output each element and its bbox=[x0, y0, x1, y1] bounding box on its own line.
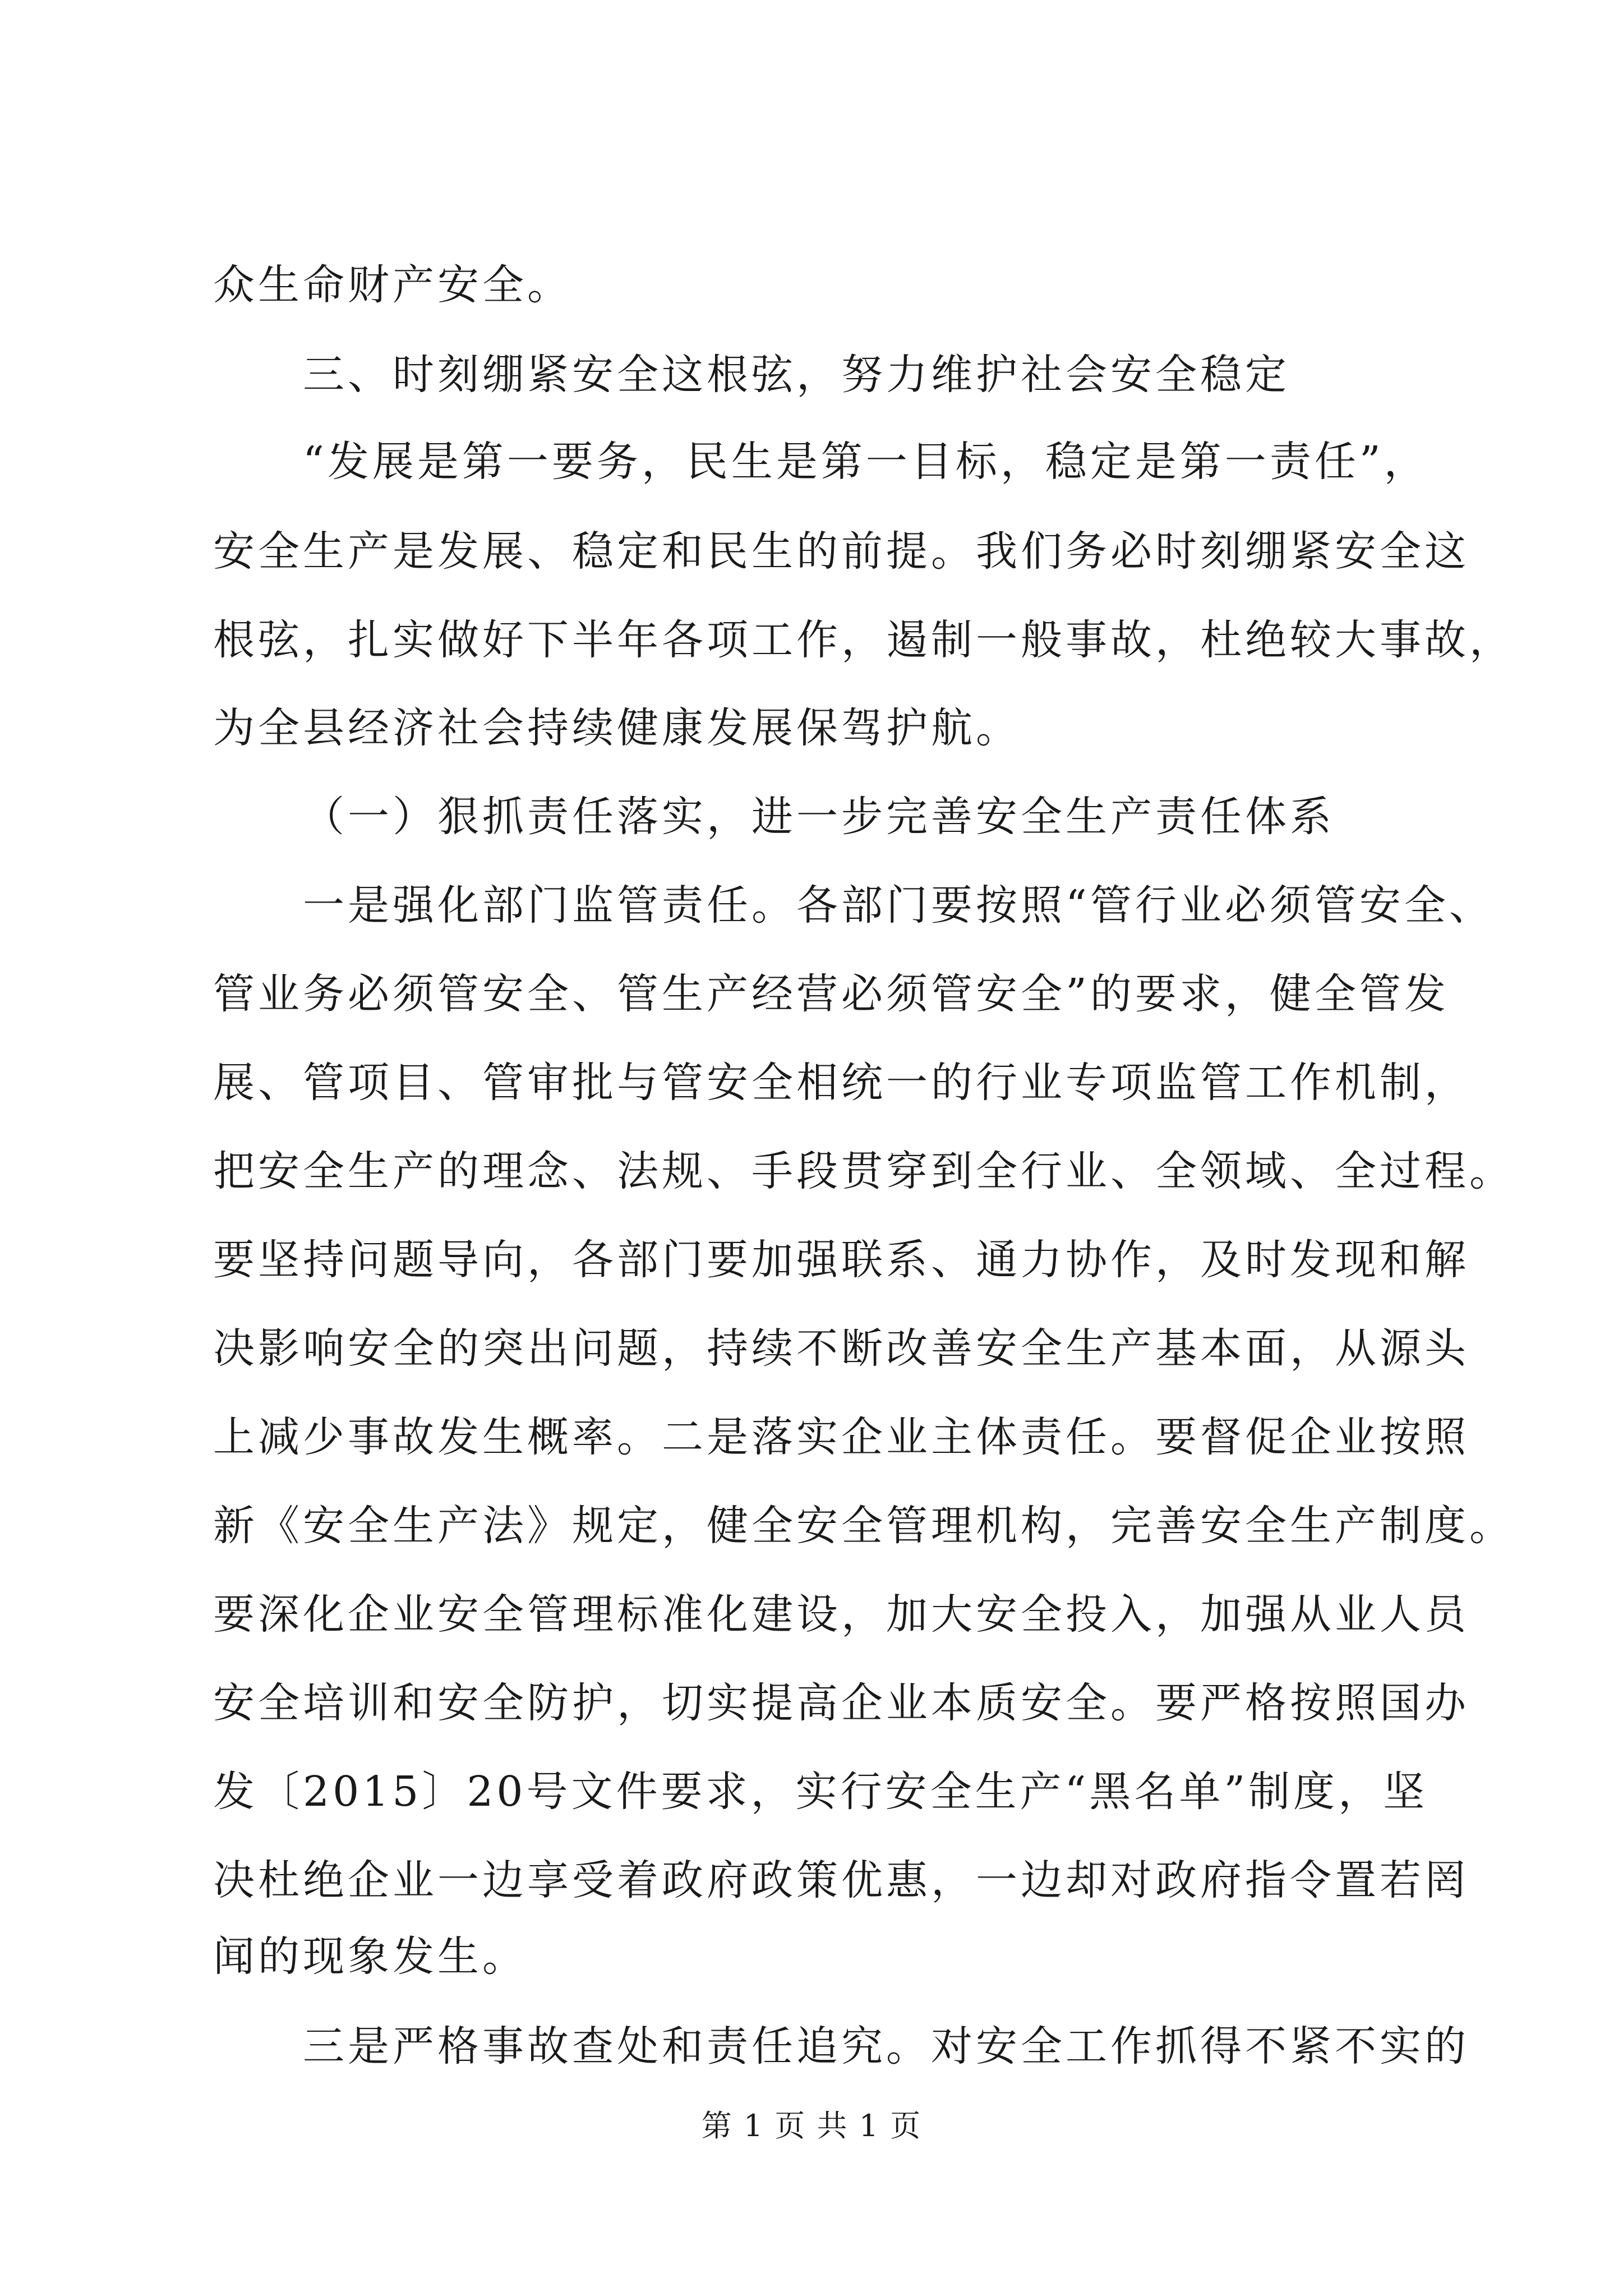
page-number-footer: 第 1 页 共 1 页 bbox=[701, 2108, 922, 2143]
text-line: 新《安全生产法》规定，健全安全管理机构，完善安全生产制度。 bbox=[213, 1502, 1514, 1550]
text-line: 管业务必须管安全、管生产经营必须管安全”的要求，健全管发 bbox=[213, 970, 1449, 1018]
text-line: 根弦，扎实做好下半年各项工作，遏制一般事故，杜绝较大事故， bbox=[213, 616, 1514, 664]
section-heading: 三、时刻绷紧安全这根弦，努力维护社会安全稳定 bbox=[303, 351, 1290, 399]
text-line: 展、管项目、管审批与管安全相统一的行业专项监管工作机制， bbox=[213, 1059, 1469, 1107]
text-line: 一是强化部门监管责任。各部门要按照“管行业必须管安全、 bbox=[303, 881, 1494, 930]
text-line: 安全培训和安全防护，切实提高企业本质安全。要严格按照国办 bbox=[213, 1679, 1469, 1727]
text-line: 上减少事故发生概率。二是落实企业主体责任。要督促企业按照 bbox=[213, 1413, 1469, 1461]
text-line: 发〔2015〕20号文件要求，实行安全生产“黑名单”制度，坚 bbox=[213, 1768, 1428, 1816]
text-line: 要深化企业安全管理标准化建设，加大安全投入，加强从业人员 bbox=[213, 1590, 1469, 1639]
text-line: 众生命财产安全。 bbox=[213, 261, 572, 309]
text-line: 要坚持问题导向，各部门要加强联系、通力协作，及时发现和解 bbox=[213, 1236, 1469, 1284]
text-line: 三是严格事故查处和责任追究。对安全工作抓得不紧不实的 bbox=[303, 2022, 1469, 2070]
text-line: 把安全生产的理念、法规、手段贯穿到全行业、全领域、全过程。 bbox=[213, 1147, 1514, 1195]
text-line: 决影响安全的突出问题，持续不断改善安全生产基本面，从源头 bbox=[213, 1324, 1469, 1373]
text-line: “发展是第一要务，民生是第一目标，稳定是第一责任”， bbox=[303, 438, 1429, 486]
text-line: 为全县经济社会持续健康发展保驾护航。 bbox=[213, 704, 1021, 752]
text-line: 闻的现象发生。 bbox=[213, 1932, 527, 1981]
text-line: 决杜绝企业一边享受着政府政策优惠，一边却对政府指令置若罔 bbox=[213, 1856, 1469, 1904]
subsection-heading: （一）狠抓责任落实，进一步完善安全生产责任体系 bbox=[303, 793, 1335, 841]
text-line: 安全生产是发展、稳定和民生的前提。我们务必时刻绷紧安全这 bbox=[213, 527, 1469, 576]
